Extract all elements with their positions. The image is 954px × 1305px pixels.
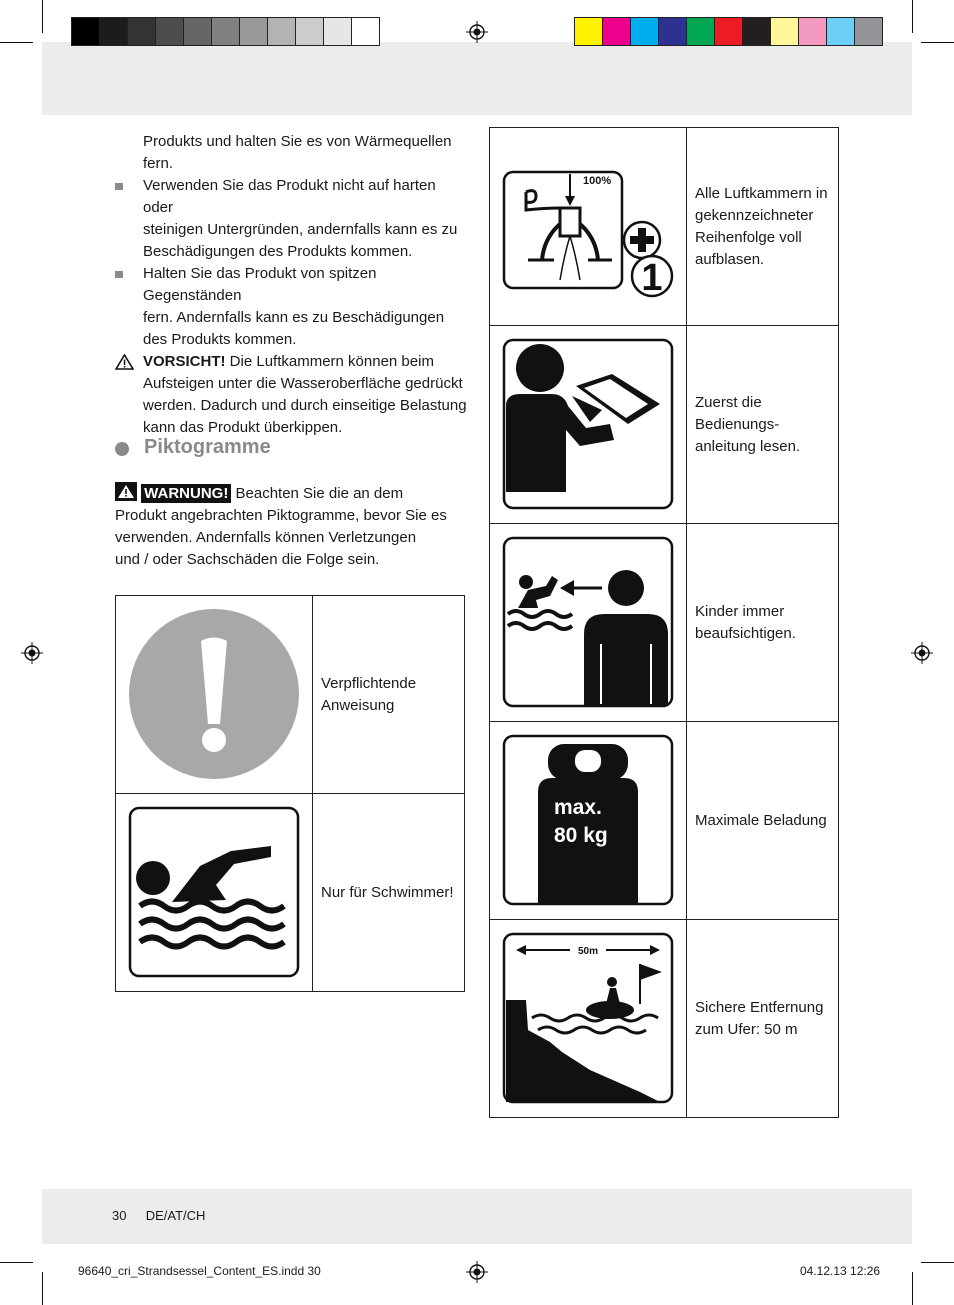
table-row	[490, 524, 839, 722]
color-swatch	[267, 17, 296, 46]
text-line: Kinder immer	[695, 602, 785, 620]
exclamation-circle-icon	[116, 596, 312, 793]
color-swatch	[155, 17, 184, 46]
color-swatch	[127, 17, 156, 46]
color-swatch	[239, 17, 268, 46]
percent-label: 100%	[583, 175, 612, 187]
text-line: aufblasen.	[695, 250, 765, 268]
warning-triangle-icon	[115, 482, 137, 501]
table-row	[490, 920, 839, 1118]
text-line: Verwenden Sie das Produkt nicht auf harten oder	[143, 177, 436, 216]
registration-mark-icon	[21, 642, 43, 664]
text-line: beaufsichtigen.	[695, 624, 796, 642]
color-swatch	[351, 17, 380, 46]
color-swatch	[71, 17, 100, 46]
pictogram-description	[687, 524, 839, 722]
crop-mark	[921, 1262, 954, 1263]
text-line: Verpflichtende	[321, 674, 417, 692]
color-swatch	[211, 17, 240, 46]
color-swatch	[630, 17, 659, 46]
section-heading	[115, 436, 467, 462]
text-line: des Produkts kommen.	[143, 331, 297, 348]
left-text-column	[115, 131, 467, 439]
heading-dot-icon	[115, 442, 129, 456]
intro-paragraph	[115, 131, 467, 175]
text-line: Produkts und halten Sie es von Wärmequellen	[143, 133, 452, 150]
color-swatch	[295, 17, 324, 46]
crop-mark	[0, 42, 33, 43]
text-line: kann das Produkt überkippen.	[143, 419, 343, 436]
registration-mark-icon	[466, 21, 488, 43]
color-swatch	[323, 17, 352, 46]
text-line: Beachten Sie die an dem	[235, 485, 404, 502]
registration-mark-icon	[911, 642, 933, 664]
registration-mark-icon	[466, 1261, 488, 1283]
crop-mark	[912, 0, 913, 33]
max-load-icon	[490, 722, 686, 919]
color-swatch	[686, 17, 715, 46]
pictogram-cell	[490, 128, 687, 326]
text-line: Nur für Schwimmer!	[321, 883, 454, 901]
text-line: Alle Luftkammern in	[695, 184, 828, 202]
text-line: Die Luftkammern können beim	[229, 353, 434, 370]
pictogram-cell	[116, 794, 313, 992]
pictogram-description	[313, 794, 465, 992]
text-line: Produkt angebrachten Piktogramme, bevor Sie es	[115, 507, 447, 524]
text-line: Aufsteigen unter die Wasseroberfläche gedrückt	[143, 375, 463, 392]
text-line: Zuerst die	[695, 393, 762, 411]
text-line: anleitung lesen.	[695, 437, 801, 455]
crop-mark	[42, 1272, 43, 1305]
text-line: Bedienungs-	[695, 415, 780, 433]
text-line: gekennzeichneter	[695, 206, 814, 224]
text-line: werden. Dadurch und durch einseitige Belastung	[143, 397, 467, 414]
header-band	[42, 42, 912, 115]
crop-mark	[42, 0, 43, 33]
bullet-square-icon	[115, 271, 123, 278]
region-label: DE/AT/CH	[145, 1208, 206, 1223]
bullet-item	[115, 263, 467, 351]
text-line: verwenden. Andernfalls können Verletzungen	[115, 529, 417, 546]
crop-mark	[0, 1262, 33, 1263]
color-swatch	[770, 17, 799, 46]
crop-mark	[921, 42, 954, 43]
inflate-chambers-icon	[490, 128, 686, 325]
text-line: Reihenfolge voll	[695, 228, 802, 246]
slug-filename: 96640_cri_Strandsessel_Content_ES.indd 30	[78, 1264, 321, 1278]
color-swatch	[183, 17, 212, 46]
table-row	[490, 128, 839, 326]
caution-label: VORSICHT!	[143, 353, 226, 370]
text-line: Anweisung	[321, 696, 395, 714]
pictogram-description	[687, 722, 839, 920]
page-number: 30	[112, 1208, 127, 1223]
sequence-number: 1	[641, 257, 663, 299]
swimmer-icon	[116, 794, 312, 991]
color-swatch	[99, 17, 128, 46]
text-line: zum Ufer: 50 m	[695, 1020, 798, 1038]
color-swatch	[798, 17, 827, 46]
table-row	[116, 596, 465, 794]
shore-distance-icon	[490, 920, 686, 1117]
supervise-children-icon	[490, 524, 686, 721]
table-row	[490, 326, 839, 524]
table-row	[116, 794, 465, 992]
color-swatch	[602, 17, 631, 46]
warning-triangle-icon	[115, 354, 134, 370]
caution-paragraph	[115, 351, 467, 439]
color-swatch	[742, 17, 771, 46]
text-line: und / oder Sachschäden die Folge sein.	[115, 551, 380, 568]
pictogram-cell	[490, 920, 687, 1118]
crop-mark	[912, 1272, 913, 1305]
text-line: fern. Andernfalls kann es zu Beschädigungen	[143, 309, 445, 326]
color-swatch	[574, 17, 603, 46]
text-line: Halten Sie das Produkt von spitzen Gegenständen	[143, 265, 377, 304]
pictogram-description	[687, 128, 839, 326]
page-footer	[112, 1208, 205, 1223]
pictogram-cell	[116, 596, 313, 794]
slug-timestamp: 04.12.13 12:26	[800, 1264, 881, 1278]
text-line: Beschädigungen des Produkts kommen.	[143, 243, 413, 260]
color-swatch	[854, 17, 883, 46]
distance-label: 50m	[577, 946, 599, 957]
color-swatch	[714, 17, 743, 46]
weight-label: 80 kg	[554, 824, 608, 847]
pictogram-description	[313, 596, 465, 794]
pictogram-description	[687, 326, 839, 524]
text-line: Maximale Beladung	[695, 811, 827, 829]
pictogram-cell	[490, 722, 687, 920]
pictogram-table-right	[489, 127, 839, 1118]
table-row	[490, 722, 839, 920]
section-title: Piktogramme	[144, 436, 271, 458]
pictogram-table-left	[115, 595, 465, 992]
warning-badge: WARNUNG!	[141, 484, 231, 503]
bullet-square-icon	[115, 183, 123, 190]
text-line: steinigen Untergründen, andernfalls kann es zu	[143, 221, 458, 238]
pictogram-description	[687, 920, 839, 1118]
max-label: max.	[554, 796, 602, 819]
text-line: fern.	[143, 155, 174, 172]
pictogram-cell	[490, 326, 687, 524]
color-swatch	[826, 17, 855, 46]
read-manual-icon	[490, 326, 686, 523]
text-line: Sichere Entfernung	[695, 998, 824, 1016]
warning-paragraph	[115, 482, 467, 571]
pictogram-cell	[490, 524, 687, 722]
color-swatch	[658, 17, 687, 46]
bullet-item	[115, 175, 467, 263]
